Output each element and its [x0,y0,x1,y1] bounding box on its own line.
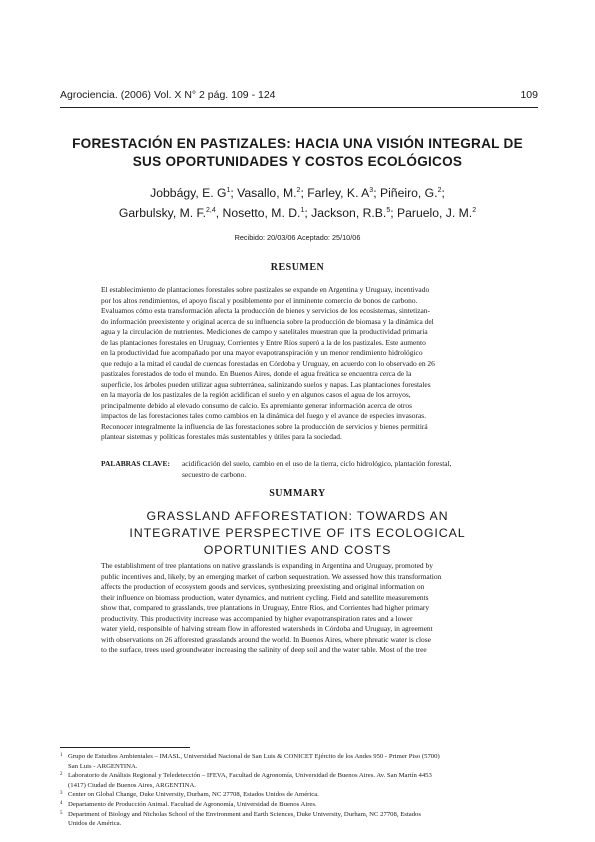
text-line: their influence on biomass production, water dynamics, and nutrient cycling. Field and satellite measurements [101,592,429,602]
title-line: GRASSLAND AFFORESTATION: TOWARDS AN [146,509,449,523]
header-rule [60,107,538,108]
text-line: to the surface, trees used groundwater increasing the salinity of deep soil and the water table. Most of the tree [101,645,427,654]
affiliation-mark: 5 [386,207,391,215]
footnote-line: Department of Biology and Nicholas School of the Environment and Earth Sciences, Duke University, Durham, NC 27708, Estados [68,810,422,818]
title-line: FORESTACIÓN EN PASTIZALES: HACIA UNA VISIÓN INTEGRAL DE [72,136,523,151]
affiliation-mark: 2 [437,187,442,194]
text-line: que redujo a la mitad el caudal de cuencas forestadas en Córdoba y Uruguay, en acuerdo con lo observado en 26 [101,358,435,368]
author: ; Farley, K. A [300,186,370,201]
running-header [60,89,538,105]
author: ; Piñeiro, G. [373,186,438,201]
text-line: water yield, responsible of halving stream flow in afforested watersheds in Córdoba and Uruguay, in agreement [101,624,433,633]
footnote [60,790,538,800]
footnote [60,800,538,810]
text-line: productivity. This productivity increase was accompanied by higher evapotranspiration rates and a lower [101,613,413,623]
text-line: El establecimiento de plantaciones forestales sobre pastizales se expande en Argentina y Uruguay, incentivado [101,285,430,294]
summary-heading: SUMMARY [269,488,326,499]
footnote-line: Unidos de América. [68,820,122,828]
english-title [70,508,525,559]
affiliation-mark: 1 [226,187,231,194]
footnotes [60,752,538,829]
keyword-line: secuestro de carbono. [182,469,247,479]
affiliation-mark: 2 [472,207,477,215]
author: Garbulsky, M. F. [118,206,207,221]
affiliation-mark: 2,4 [206,207,216,215]
keywords-text [182,459,495,480]
author-separator: ; [441,186,445,201]
footnote-line: Grupo de Estudios Ambientales – IMASL, Universidad Nacional de San Luis & CONICET Ejército de los Andes 950 - Primer Piso (5700) [68,753,440,760]
footnote-mark: 5 [60,810,63,816]
journal-citation: Agrociencia. (2006) Vol. X N° 2 pág. 109 - 124 [60,89,276,101]
affiliation-mark: 1 [300,207,305,215]
title-line: INTEGRATIVE PERSPECTIVE OF ITS ECOLOGICAL [129,526,466,540]
footnote-line: Laboratorio de Análisis Regional y Teledetección – IFEVA, Facultad de Agronomía, Universidad de Buenos Aires. Av. San Martín 4453 [68,772,432,780]
resumen-heading: RESUMEN [270,262,325,273]
author-list [50,182,545,222]
author: ; Vasallo, M. [230,186,297,201]
title-line: OPORTUNITIES AND COSTS [203,543,392,557]
article-title [50,135,545,171]
affiliation-mark: 2 [296,187,301,194]
footnote-line: San Luis - ARGENTINA. [68,762,138,770]
text-line: with observations on 26 afforested grasslands around the world. In Buenos Aires, where phreatic water is close [101,634,431,644]
text-line: Reconocer integralmente la influencia de las forestaciones sobre la producción de servicios y bienes permitirá [101,421,428,431]
author: ; Paruelo, J. M. [390,206,473,221]
received-dates: Recibido: 20/03/06 Aceptado: 25/10/06 [234,233,361,242]
footnote-mark: 1 [60,753,63,758]
text-line: do información preexistente y original acerca de su influencia sobre la producción de biomasa y la dinámica del [101,316,434,326]
summary-text [101,561,495,656]
keyword-line: acidificación del suelo, cambio en el uso de la tierra, ciclo hidrológico, plantación forestal, [182,459,452,468]
text-line: public incentives and, likely, by an emerging market of carbon sequestration. We assessed how this transformation [101,571,442,581]
text-line: por los altos rendimientos, el apoyo fiscal y posiblemente por el inminente comercio de bonos de carbono. [101,295,418,305]
resumen-text [101,285,495,443]
footnote-mark: 3 [60,791,63,797]
text-line: affects the production of ecosystem goods and services, synthesizing preexisting and original information on [101,582,425,591]
page-number: 109 [520,89,538,101]
text-line: impactos de las forestaciones tales como cambios en la dinámica del fuego y el avance de especies invasoras. [101,411,427,420]
footnote-mark: 4 [60,800,63,806]
footnote-line: (1417) Ciudad de Buenos Aires, ARGENTINA. [68,781,196,789]
footnote-mark: 2 [60,772,63,778]
text-line: principalmente debido al elevado consumo de calcio. Es apremiante generar información acerca de otros [101,400,412,410]
text-line: de las plantaciones forestales en Uruguay, Corrientes y Entre Ríos superó a la de los pastizales. Este aumento [101,337,426,347]
text-line: agua y la circulación de nutrientes. Mediciones de campo y satelitales muestran que la productividad primaria [101,327,428,336]
footnote [60,752,538,771]
author: ; Jackson, R.B. [304,206,387,221]
text-line: The establishment of tree plantations on native grasslands is expanding in Argentina and Uruguay, promoted by [101,561,433,570]
footnote [60,810,538,829]
author: , Nosetto, M. D. [215,206,301,221]
author-line [50,182,545,202]
footnote-line: Center on Global Change, Duke University, Durham, NC 27708, Estados Unidos de América. [68,791,319,799]
text-line: superficie, los árboles pueden utilizar agua subterránea, salinizando suelos y napas. Las plantaciones forestales [101,379,431,389]
title-line: SUS OPORTUNIDADES Y COSTOS ECOLÓGICOS [132,154,463,169]
text-line: plantear sistemas y políticas forestales más sustentables y útiles para la sociedad. [101,432,342,441]
footnote [60,771,538,790]
footnote-line: Departamento de Producción Animal. Facultad de Agronomía, Universidad de Buenos Aires. [68,800,317,808]
text-line: pastizales forestados de todo el mundo. En Buenos Aires, donde el agua freática se encuentra cerca de la [101,369,412,378]
author: Jobbágy, E. G [150,186,227,201]
footnote-rule [60,747,190,748]
author-line [50,202,545,222]
text-line: Evaluamos cómo esta transformación afecta la producción de bienes y servicios de los ecosistemas, sintetizan- [101,306,430,315]
text-line: show that, compared to grasslands, tree plantations in Uruguay, Entre Ríos, and Corrientes had higher primary [101,603,430,612]
affiliation-mark: 3 [369,187,374,194]
keywords-label: PALABRAS CLAVE: [101,459,170,468]
text-line: en la productividad fue acompañado por una mayor evapotranspiración y un menor rendimiento hidrológico [101,348,423,357]
text-line: en la mayoría de los pastizales de la región acidifican el suelo y en algunos casos el agua de los arroyos, [101,390,411,399]
